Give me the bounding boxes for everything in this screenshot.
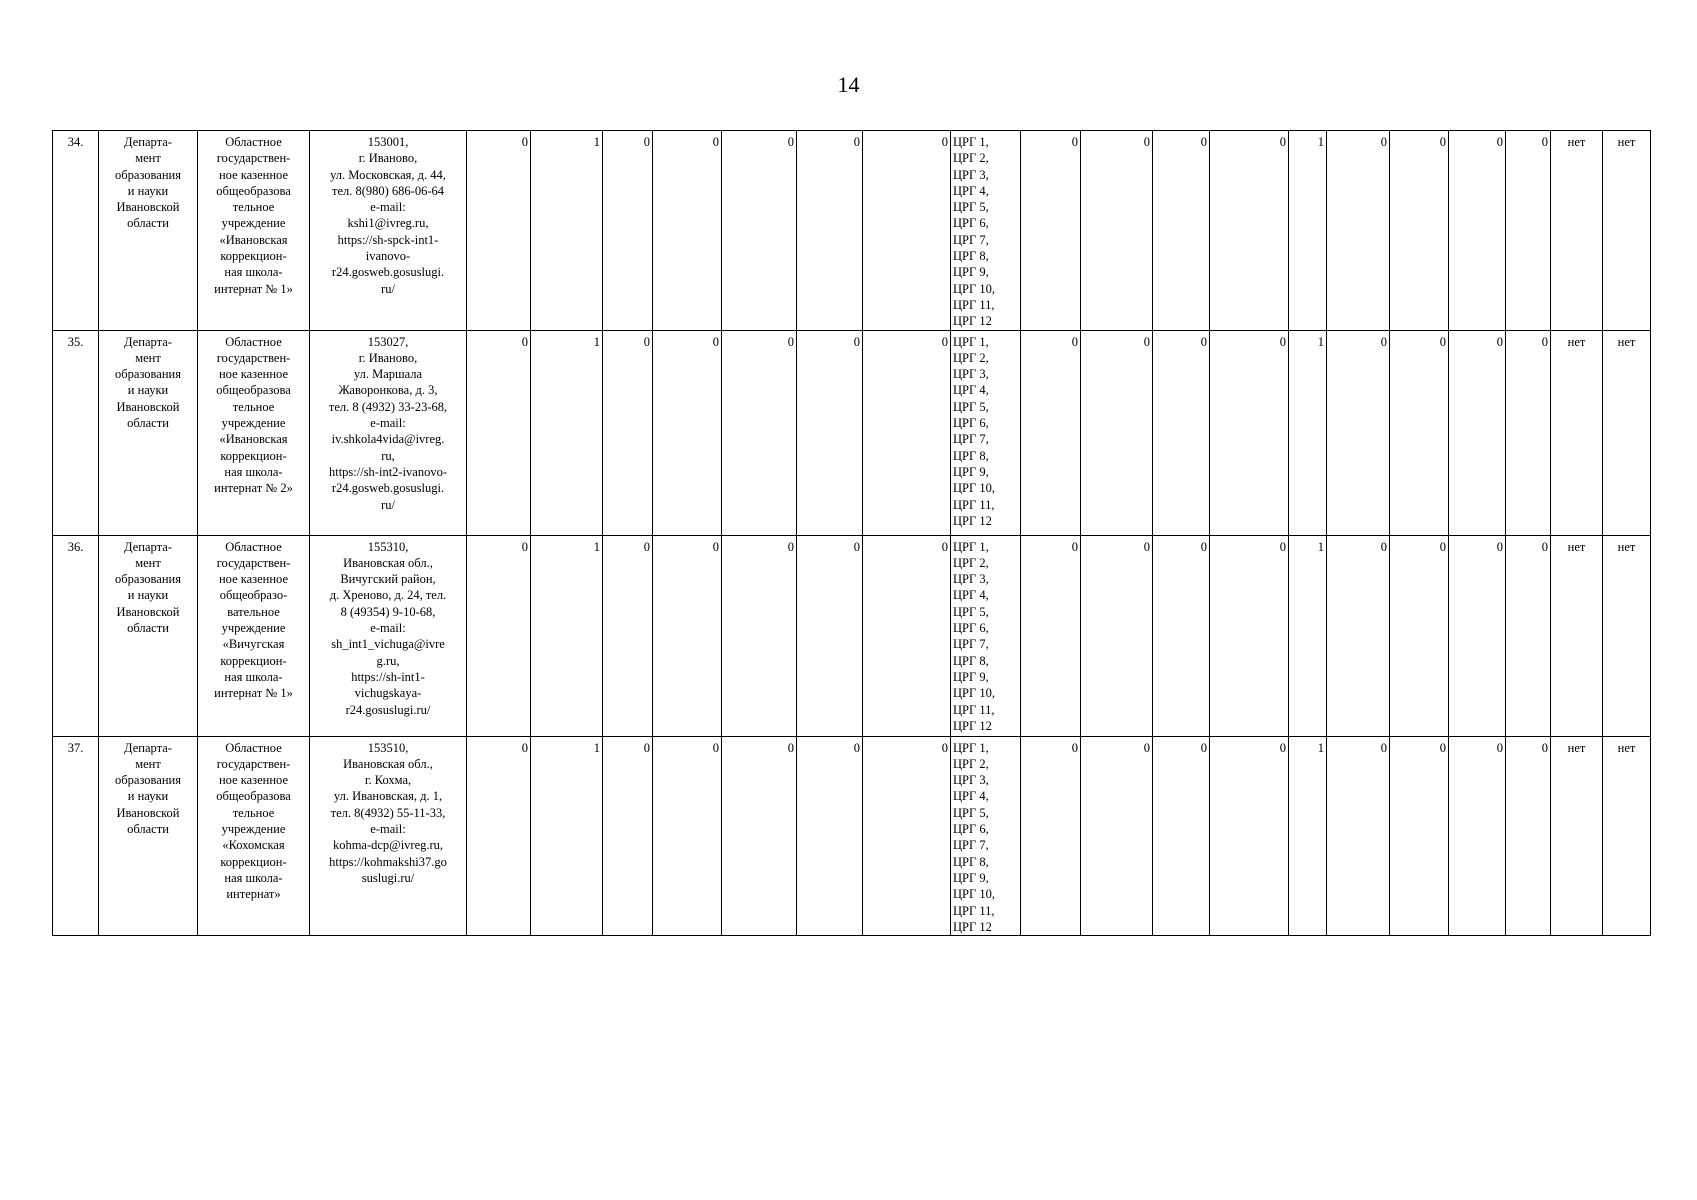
institution-cell-line: коррекцион- <box>220 653 287 668</box>
crg-cell-line: ЦРГ 12 <box>953 513 992 528</box>
flag-cell: нет <box>1603 736 1651 936</box>
value-cell: 0 <box>653 131 722 331</box>
crg-cell-line: ЦРГ 9, <box>953 870 989 885</box>
crg-cell-line: ЦРГ 6, <box>953 216 989 231</box>
value-cell: 0 <box>1081 330 1153 535</box>
department-cell-line: области <box>127 216 169 231</box>
value-cell: 0 <box>1449 330 1506 535</box>
address-cell-line: Вичугский район, <box>340 572 436 587</box>
value-cell: 1 <box>1289 131 1327 331</box>
crg-cell-line: ЦРГ 5, <box>953 805 989 820</box>
crg-cell-line: ЦРГ 6, <box>953 621 989 636</box>
value-cell: 0 <box>1390 535 1449 736</box>
crg-cell-line: ЦРГ 10, <box>953 281 995 296</box>
value-cell: 0 <box>1506 131 1551 331</box>
department-cell-line: мент <box>135 756 161 771</box>
value-cell: 0 <box>1021 736 1081 936</box>
address-cell-line: r24.gosweb.gosuslugi. <box>331 265 445 280</box>
department-cell-line: мент <box>135 151 161 166</box>
institution-cell-line: «Кохомская <box>222 838 285 853</box>
institution-cell-line: тельное <box>232 399 275 414</box>
address-cell-line: e-mail: <box>370 200 406 215</box>
table-row <box>53 330 1651 535</box>
crg-cell-line: ЦРГ 5, <box>953 604 989 619</box>
department-cell-line: области <box>127 822 169 837</box>
department-cell-line: Департа- <box>124 135 172 149</box>
value-cell: 0 <box>1449 535 1506 736</box>
address-cell-line: Жаворонкова, д. 3, <box>338 383 438 398</box>
crg-cell-line: ЦРГ 5, <box>953 399 989 414</box>
institution-cell-line: общеобразо- <box>219 588 288 603</box>
value-cell: 0 <box>1021 330 1081 535</box>
address-cell-line: 153001, <box>367 135 409 149</box>
address-cell-line: г. Иваново, <box>358 151 418 166</box>
crg-cell-line: ЦРГ 2, <box>953 151 989 166</box>
value-cell: 0 <box>467 736 531 936</box>
table-body <box>53 131 1651 936</box>
value-cell: 1 <box>1289 736 1327 936</box>
address-cell <box>310 736 467 936</box>
value-cell: 0 <box>797 131 863 331</box>
value-cell: 1 <box>531 535 603 736</box>
address-cell-line: ivanovo- <box>365 249 411 264</box>
address-cell-line: https://sh-spck-int1- <box>337 232 439 247</box>
institution-cell <box>198 131 310 331</box>
institution-cell-line: тельное <box>232 200 275 215</box>
crg-cell <box>951 535 1021 736</box>
department-cell-line: области <box>127 621 169 636</box>
row-number: 36. <box>53 535 99 736</box>
institution-cell-line: ная школа- <box>224 669 283 684</box>
institution-cell-line: общеобразова <box>216 789 291 804</box>
crg-cell-line: ЦРГ 7, <box>953 232 989 247</box>
crg-cell-line: ЦРГ 11, <box>953 702 995 717</box>
value-cell: 0 <box>1081 535 1153 736</box>
address-cell-line: kohma-dcp@ivreg.ru, <box>332 838 444 853</box>
department-cell-line: Департа- <box>124 539 172 554</box>
crg-cell-line: ЦРГ 3, <box>953 773 989 788</box>
address-cell-line: g.ru, <box>376 653 400 668</box>
value-cell: 0 <box>1153 131 1210 331</box>
crg-cell-line: ЦРГ 11, <box>953 903 995 918</box>
department-cell-line: образования <box>115 572 181 587</box>
address-cell <box>310 131 467 331</box>
institution-cell-line: Областное <box>225 334 282 349</box>
value-cell: 0 <box>467 131 531 331</box>
address-cell-line: ул. Московская, д. 44, <box>330 167 446 182</box>
department-cell-line: мент <box>135 350 161 365</box>
address-cell-line: suslugi.ru/ <box>361 870 415 885</box>
institution-cell-line: Областное <box>225 740 282 755</box>
institution-cell-line: учреждение <box>221 416 286 431</box>
address-cell-line: ru, <box>381 448 395 463</box>
address-cell-line: тел. 8(980) 686-06-64 <box>331 183 445 198</box>
row-number: 34. <box>53 131 99 331</box>
crg-cell-line: ЦРГ 9, <box>953 669 989 684</box>
address-cell-line: ru/ <box>381 497 395 512</box>
crg-cell-line: ЦРГ 2, <box>953 555 989 570</box>
flag-cell: нет <box>1551 535 1603 736</box>
value-cell: 0 <box>467 330 531 535</box>
value-cell: 1 <box>531 330 603 535</box>
address-cell-line: ул. Маршала <box>353 367 423 382</box>
value-cell: 0 <box>722 736 797 936</box>
crg-cell-line: ЦРГ 4, <box>953 183 989 198</box>
institution-cell-line: интернат № 1» <box>214 281 293 296</box>
institution-cell <box>198 736 310 936</box>
value-cell: 0 <box>1210 330 1289 535</box>
value-cell: 0 <box>1153 535 1210 736</box>
flag-cell: нет <box>1551 736 1603 936</box>
crg-cell <box>951 131 1021 331</box>
institution-cell-line: государствен- <box>216 756 291 771</box>
address-cell-line: r24.gosweb.gosuslugi. <box>331 481 445 496</box>
department-cell-line: Департа- <box>124 740 172 755</box>
table-row <box>53 535 1651 736</box>
crg-cell-line: ЦРГ 10, <box>953 481 995 496</box>
institution-cell-line: интернат № 2» <box>214 481 293 496</box>
crg-cell-line: ЦРГ 3, <box>953 167 989 182</box>
institution-cell-line: Областное <box>225 135 282 149</box>
address-cell-line: ru/ <box>381 281 395 296</box>
flag-cell: нет <box>1551 131 1603 331</box>
value-cell: 0 <box>1327 736 1390 936</box>
institution-cell-line: ное казенное <box>218 367 288 382</box>
crg-cell-line: ЦРГ 11, <box>953 497 995 512</box>
department-cell <box>99 736 198 936</box>
value-cell: 0 <box>797 535 863 736</box>
institution-cell <box>198 535 310 736</box>
institution-cell-line: вательное <box>227 604 280 619</box>
address-cell-line: д. Хреново, д. 24, тел. <box>329 588 447 603</box>
flag-cell: нет <box>1603 131 1651 331</box>
institutions-table <box>52 130 1651 936</box>
value-cell: 0 <box>1506 535 1551 736</box>
value-cell: 0 <box>1449 131 1506 331</box>
flag-cell: нет <box>1603 535 1651 736</box>
address-cell-line: e-mail: <box>370 822 406 837</box>
address-cell-line: r24.gosuslugi.ru/ <box>345 702 431 717</box>
address-cell-line: kshi1@ivreg.ru, <box>347 216 429 231</box>
address-cell-line: г. Иваново, <box>358 350 418 365</box>
institution-cell-line: ная школа- <box>224 265 283 280</box>
address-cell-line: iv.shkola4vida@ivreg. <box>331 432 445 447</box>
institution-cell-line: общеобразова <box>216 383 291 398</box>
flag-cell: нет <box>1551 330 1603 535</box>
table-row <box>53 736 1651 936</box>
page-number: 14 <box>837 72 860 97</box>
value-cell: 0 <box>863 330 951 535</box>
address-cell-line: 8 (49354) 9-10-68, <box>340 604 436 619</box>
institution-cell-line: «Вичугская <box>222 637 285 652</box>
crg-cell-line: ЦРГ 1, <box>953 334 989 349</box>
value-cell: 0 <box>797 330 863 535</box>
value-cell: 0 <box>1390 330 1449 535</box>
institution-cell-line: ное казенное <box>218 773 288 788</box>
row-number: 37. <box>53 736 99 936</box>
value-cell: 0 <box>1153 736 1210 936</box>
institution-cell-line: государствен- <box>216 555 291 570</box>
value-cell: 0 <box>653 535 722 736</box>
value-cell: 0 <box>1327 330 1390 535</box>
value-cell: 0 <box>722 535 797 736</box>
department-cell <box>99 535 198 736</box>
crg-cell-line: ЦРГ 1, <box>953 135 989 149</box>
value-cell: 0 <box>863 131 951 331</box>
value-cell: 0 <box>1081 736 1153 936</box>
value-cell: 0 <box>863 736 951 936</box>
flag-cell: нет <box>1603 330 1651 535</box>
address-cell-line: г. Кохма, <box>364 773 412 788</box>
crg-cell-line: ЦРГ 9, <box>953 265 989 280</box>
crg-cell-line: ЦРГ 4, <box>953 588 989 603</box>
address-cell-line: 153027, <box>367 334 409 349</box>
department-cell-line: мент <box>135 555 161 570</box>
value-cell: 1 <box>1289 330 1327 535</box>
crg-cell-line: ЦРГ 12 <box>953 919 992 934</box>
value-cell: 0 <box>1153 330 1210 535</box>
value-cell: 0 <box>722 131 797 331</box>
crg-cell-line: ЦРГ 4, <box>953 383 989 398</box>
institution-cell-line: общеобразова <box>216 183 291 198</box>
crg-cell-line: ЦРГ 10, <box>953 887 995 902</box>
crg-cell-line: ЦРГ 7, <box>953 637 989 652</box>
value-cell: 0 <box>1449 736 1506 936</box>
value-cell: 0 <box>467 535 531 736</box>
crg-cell-line: ЦРГ 3, <box>953 367 989 382</box>
value-cell: 0 <box>1327 535 1390 736</box>
institution-cell-line: учреждение <box>221 216 286 231</box>
crg-cell-line: ЦРГ 4, <box>953 789 989 804</box>
institution-cell-line: интернат» <box>226 887 281 902</box>
address-cell-line: e-mail: <box>370 621 406 636</box>
department-cell-line: области <box>127 416 169 431</box>
crg-cell-line: ЦРГ 11, <box>953 297 995 312</box>
crg-cell-line: ЦРГ 12 <box>953 314 992 329</box>
crg-cell-line: ЦРГ 8, <box>953 854 989 869</box>
crg-cell-line: ЦРГ 5, <box>953 200 989 215</box>
institution-cell-line: государствен- <box>216 350 291 365</box>
address-cell-line: ул. Ивановская, д. 1, <box>333 789 443 804</box>
crg-cell-line: ЦРГ 2, <box>953 350 989 365</box>
institution-cell-line: ное казенное <box>218 167 288 182</box>
institution-cell-line: коррекцион- <box>220 249 287 264</box>
address-cell <box>310 535 467 736</box>
address-cell-line: https://kohmakshi37.go <box>329 854 447 869</box>
address-cell-line: https://sh-int2-ivanovo- <box>328 464 448 479</box>
value-cell: 0 <box>1390 131 1449 331</box>
address-cell-line: Ивановская обл., <box>343 756 433 771</box>
value-cell: 0 <box>603 330 653 535</box>
institution-cell-line: «Ивановская <box>219 232 288 247</box>
institution-cell-line: Областное <box>225 539 282 554</box>
institution-cell-line: ная школа- <box>224 464 283 479</box>
address-cell-line: sh_int1_vichuga@ivre <box>331 637 445 652</box>
department-cell-line: Ивановской <box>116 805 180 820</box>
address-cell-line: Ивановская обл., <box>343 555 433 570</box>
department-cell-line: и науки <box>127 588 169 603</box>
value-cell: 0 <box>863 535 951 736</box>
address-cell-line: тел. 8 (4932) 33-23-68, <box>328 399 448 414</box>
value-cell: 0 <box>603 736 653 936</box>
value-cell: 0 <box>722 330 797 535</box>
crg-cell-line: ЦРГ 7, <box>953 838 989 853</box>
department-cell-line: Ивановской <box>116 399 180 414</box>
address-cell-line: https://sh-int1- <box>351 669 425 684</box>
value-cell: 1 <box>531 736 603 936</box>
value-cell: 0 <box>1327 131 1390 331</box>
department-cell-line: образования <box>115 167 181 182</box>
value-cell: 1 <box>1289 535 1327 736</box>
crg-cell-line: ЦРГ 2, <box>953 756 989 771</box>
table-row <box>53 131 1651 331</box>
institution-cell-line: ное казенное <box>218 572 288 587</box>
crg-cell-line: ЦРГ 1, <box>953 740 989 755</box>
address-cell-line: 153510, <box>367 740 409 755</box>
department-cell <box>99 131 198 331</box>
crg-cell-line: ЦРГ 1, <box>953 539 989 554</box>
value-cell: 0 <box>1210 736 1289 936</box>
value-cell: 0 <box>797 736 863 936</box>
value-cell: 0 <box>1506 330 1551 535</box>
address-cell-line: vichugskaya- <box>354 686 422 701</box>
value-cell: 1 <box>531 131 603 331</box>
department-cell-line: и науки <box>127 383 169 398</box>
crg-cell-line: ЦРГ 9, <box>953 464 989 479</box>
department-cell-line: Ивановской <box>116 604 180 619</box>
value-cell: 0 <box>1506 736 1551 936</box>
value-cell: 0 <box>1081 131 1153 331</box>
institution-cell-line: учреждение <box>221 822 286 837</box>
value-cell: 0 <box>653 736 722 936</box>
crg-cell-line: ЦРГ 3, <box>953 572 989 587</box>
value-cell: 0 <box>1210 131 1289 331</box>
crg-cell-line: ЦРГ 8, <box>953 653 989 668</box>
institution-cell-line: ная школа- <box>224 870 283 885</box>
address-cell-line: e-mail: <box>370 416 406 431</box>
crg-cell-line: ЦРГ 10, <box>953 686 995 701</box>
address-cell-line: 155310, <box>367 539 409 554</box>
institution-cell-line: государствен- <box>216 151 291 166</box>
row-number: 35. <box>53 330 99 535</box>
value-cell: 0 <box>603 535 653 736</box>
institution-cell-line: тельное <box>232 805 275 820</box>
department-cell-line: Департа- <box>124 334 172 349</box>
crg-cell <box>951 330 1021 535</box>
value-cell: 0 <box>653 330 722 535</box>
crg-cell-line: ЦРГ 8, <box>953 448 989 463</box>
crg-cell-line: ЦРГ 7, <box>953 432 989 447</box>
department-cell-line: образования <box>115 773 181 788</box>
department-cell-line: и науки <box>127 183 169 198</box>
institution-cell-line: учреждение <box>221 621 286 636</box>
crg-cell-line: ЦРГ 12 <box>953 718 992 733</box>
department-cell-line: образования <box>115 367 181 382</box>
department-cell-line: и науки <box>127 789 169 804</box>
value-cell: 0 <box>1210 535 1289 736</box>
address-cell <box>310 330 467 535</box>
crg-cell-line: ЦРГ 8, <box>953 249 989 264</box>
institution-cell-line: коррекцион- <box>220 854 287 869</box>
institution-cell-line: «Ивановская <box>219 432 288 447</box>
crg-cell-line: ЦРГ 6, <box>953 822 989 837</box>
value-cell: 0 <box>1390 736 1449 936</box>
department-cell <box>99 330 198 535</box>
value-cell: 0 <box>1021 535 1081 736</box>
value-cell: 0 <box>603 131 653 331</box>
institution-cell-line: коррекцион- <box>220 448 287 463</box>
crg-cell <box>951 736 1021 936</box>
address-cell-line: тел. 8(4932) 55-11-33, <box>330 805 446 820</box>
department-cell-line: Ивановской <box>116 200 180 215</box>
value-cell: 0 <box>1021 131 1081 331</box>
crg-cell-line: ЦРГ 6, <box>953 416 989 431</box>
institution-cell-line: интернат № 1» <box>214 686 293 701</box>
institution-cell <box>198 330 310 535</box>
